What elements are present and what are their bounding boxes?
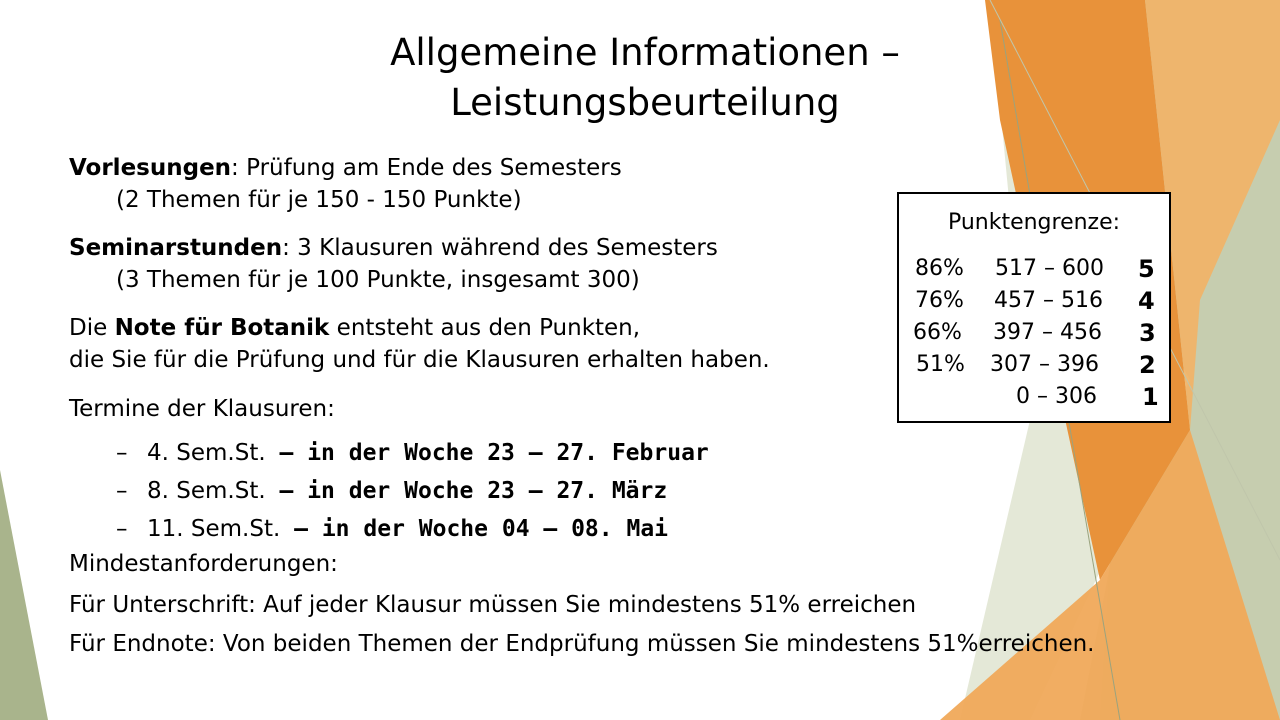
grade-row xyxy=(899,285,1169,317)
grade-percent: 86% xyxy=(915,256,964,281)
grade-range: 307 – 396 xyxy=(990,352,1099,377)
list-dash: – xyxy=(116,440,128,466)
termine-heading: Termine der Klausuren: xyxy=(69,396,335,422)
termine-week: 11. Sem.St. xyxy=(147,516,281,542)
vorlesungen-label: Vorlesungen xyxy=(69,155,232,181)
termine-date: – in der Woche 04 – 08. Mai xyxy=(280,516,669,542)
note-line2: die Sie für die Prüfung und für die Klausuren erhalten haben. xyxy=(69,347,770,373)
note-suffix: entsteht aus den Punkten, xyxy=(329,315,641,341)
grade-row xyxy=(899,317,1169,349)
grade-row xyxy=(899,253,1169,285)
note-prefix: Die xyxy=(69,315,115,341)
termine-date: – in der Woche 23 – 27. März xyxy=(265,478,668,504)
slide-title xyxy=(300,28,990,128)
left-olive-shape xyxy=(0,470,48,720)
grade-row xyxy=(899,381,1169,413)
seminar-line xyxy=(69,232,718,264)
note-line1 xyxy=(69,312,770,344)
grade-value: 5 xyxy=(1138,255,1155,283)
list-dash: – xyxy=(116,478,128,504)
grade-range: 457 – 516 xyxy=(994,288,1103,313)
mindest-heading: Mindestanforderungen: xyxy=(69,551,338,577)
grade-range: 397 – 456 xyxy=(993,320,1102,345)
list-item xyxy=(69,510,709,548)
mindest-endnote: Für Endnote: Von beiden Themen der Endprüfung müssen Sie mindestens 51%erreichen. xyxy=(69,631,1095,657)
vorlesungen-block xyxy=(69,152,622,216)
mindest-unterschrift: Für Unterschrift: Auf jeder Klausur müssen Sie mindestens 51% erreichen xyxy=(69,592,917,618)
grade-percent: 76% xyxy=(915,288,964,313)
termine-list xyxy=(69,434,709,548)
grade-range: 0 – 306 xyxy=(1016,384,1097,409)
termine-date: – in der Woche 23 – 27. Februar xyxy=(265,440,709,466)
slide-title-line2: Leistungsbeurteilung xyxy=(450,81,840,124)
grade-value: 3 xyxy=(1139,319,1156,347)
vorlesungen-text: : Prüfung am Ende des Semesters xyxy=(231,155,622,181)
punktengrenze-title: Punktengrenze: xyxy=(947,210,1121,235)
punktengrenze-box xyxy=(897,192,1171,423)
grade-percent: 51% xyxy=(916,352,965,377)
grade-range: 517 – 600 xyxy=(995,256,1104,281)
slide-title-line1: Allgemeine Informationen – xyxy=(390,31,900,74)
grade-percent: 66% xyxy=(913,320,962,345)
vorlesungen-line xyxy=(69,152,622,184)
list-dash: – xyxy=(116,516,128,542)
vorlesungen-detail: (2 Themen für je 150 - 150 Punkte) xyxy=(116,187,522,213)
termine-week: 4. Sem.St. xyxy=(147,440,266,466)
note-block xyxy=(69,312,770,376)
list-item xyxy=(69,434,709,472)
grade-value: 4 xyxy=(1138,287,1155,315)
grade-row xyxy=(899,349,1169,381)
grade-value: 1 xyxy=(1142,383,1159,411)
seminar-text: : 3 Klausuren während des Semesters xyxy=(282,235,718,261)
list-item xyxy=(69,472,709,510)
grade-value: 2 xyxy=(1139,351,1156,379)
seminar-detail: (3 Themen für je 100 Punkte, insgesamt 300) xyxy=(116,267,640,293)
seminar-block xyxy=(69,232,718,296)
seminar-label: Seminarstunden xyxy=(69,235,283,261)
termine-week: 8. Sem.St. xyxy=(147,478,266,504)
note-bold: Note für Botanik xyxy=(114,315,330,341)
